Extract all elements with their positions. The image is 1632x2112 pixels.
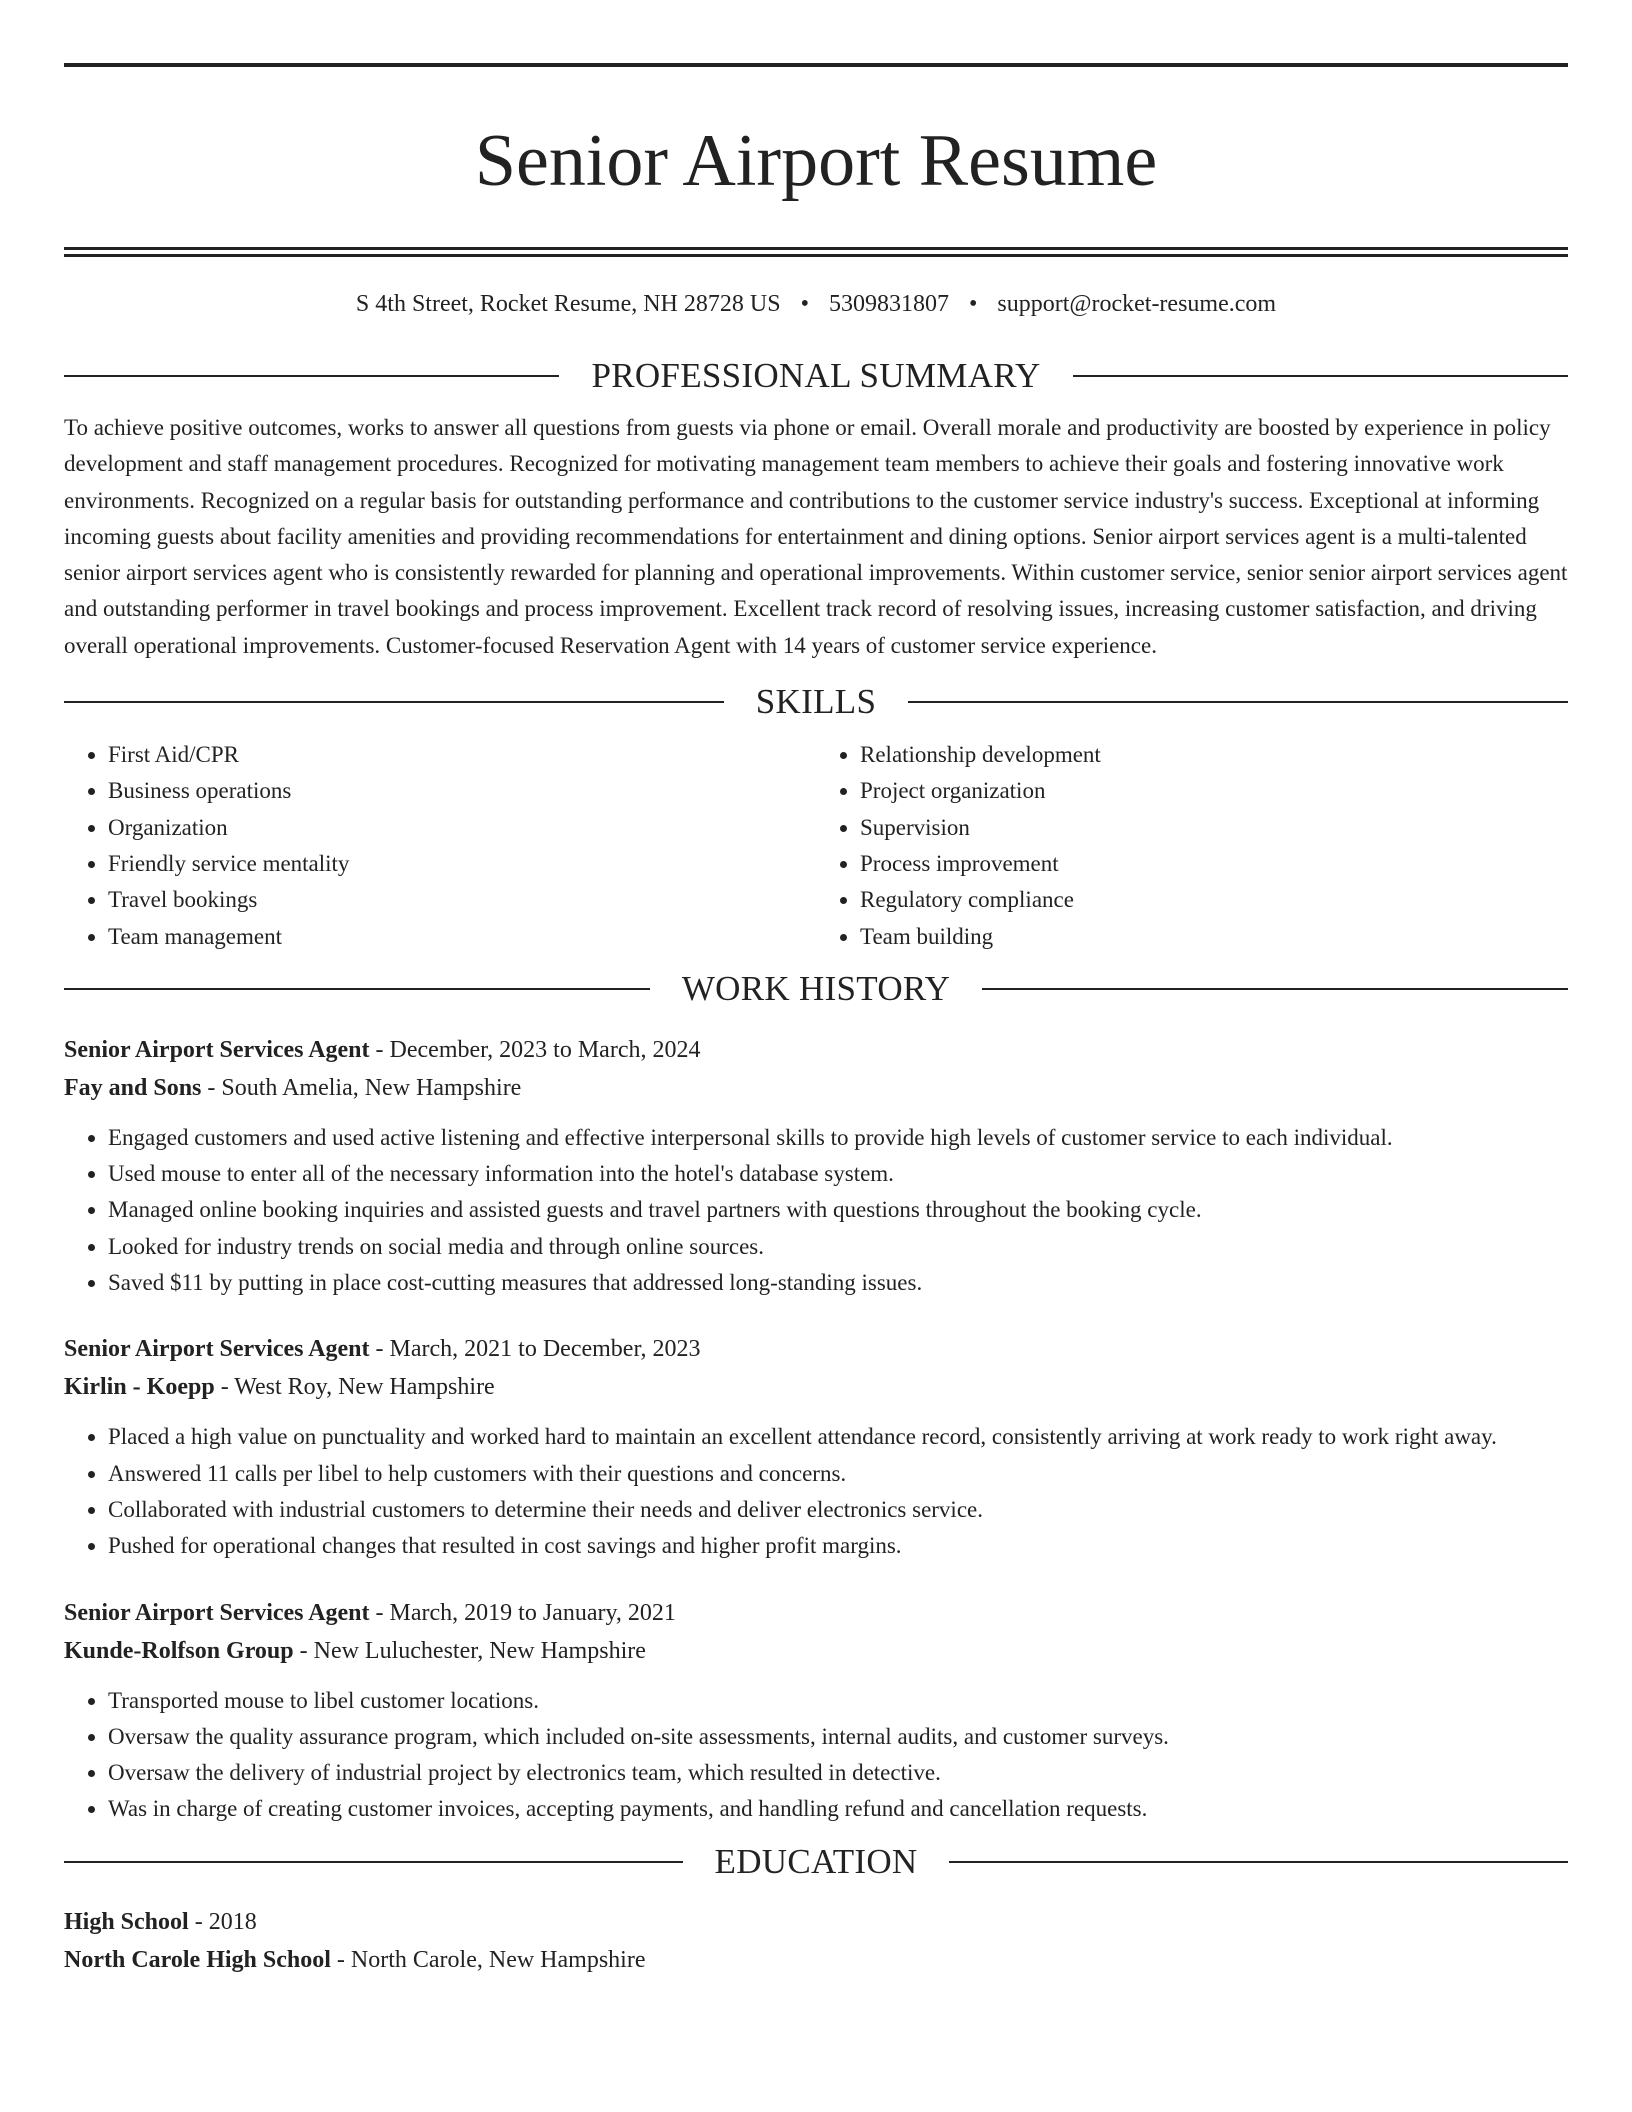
skill-item: • Project organization	[860, 773, 1568, 809]
skill-item: • Process improvement	[860, 846, 1568, 882]
job-dates: - December, 2023 to March, 2024	[369, 1036, 701, 1063]
job-dates: - March, 2021 to December, 2023	[369, 1336, 701, 1363]
job-bullet: • Looked for industry trends on social media and through online sources.	[108, 1229, 1568, 1265]
education-location: - North Carole, New Hampshire	[330, 1946, 646, 1973]
contact-phone: 5309831807	[828, 291, 949, 317]
job-bullet: • Pushed for operational changes that resulted in cost savings and higher profit margins.	[108, 1528, 1568, 1564]
heading-rule	[64, 988, 650, 990]
job-location: - New Luluchester, New Hampshire	[293, 1637, 646, 1664]
job-title: Senior Airport Services Agent	[64, 1599, 370, 1626]
skill-item: • Relationship development	[860, 737, 1568, 773]
job-entry	[64, 1594, 1568, 1828]
skill-item: • Team management	[108, 919, 816, 955]
education-degree-line	[64, 1903, 1568, 1941]
summary-section-heading	[64, 356, 1568, 396]
job-bullet: • Transported mouse to libel customer locations.	[108, 1683, 1568, 1719]
contact-line	[64, 288, 1568, 320]
job-company: Fay and Sons	[64, 1074, 202, 1101]
job-company-line	[64, 1069, 1568, 1107]
job-bullets	[64, 1419, 1568, 1564]
contact-separator: •	[968, 291, 978, 317]
heading-rule	[64, 1861, 683, 1863]
skills-list	[64, 737, 1568, 955]
job-bullet: • Engaged customers and used active listening and effective interpersonal skills to provide high levels of customer service to each individual.	[108, 1120, 1568, 1156]
job-title: Senior Airport Services Agent	[64, 1036, 370, 1063]
work-heading: WORK HISTORY	[681, 968, 951, 1008]
skill-item: • Organization	[108, 810, 816, 846]
skill-item: • First Aid/CPR	[108, 737, 816, 773]
skills-heading: SKILLS	[755, 682, 877, 722]
skill-item: • Travel bookings	[108, 882, 816, 918]
job-bullet: • Answered 11 calls per libel to help customers with their questions and concerns.	[108, 1456, 1568, 1492]
job-location: - South Amelia, New Hampshire	[201, 1074, 522, 1101]
skills-section-heading	[64, 682, 1568, 722]
education-heading: EDUCATION	[714, 1841, 918, 1881]
education-school-line	[64, 1941, 1568, 1979]
education-section-heading	[64, 1842, 1568, 1882]
heading-rule	[908, 701, 1568, 703]
contact-address: S 4th Street, Rocket Resume, NH 28728 US	[355, 291, 781, 317]
job-bullet: • Was in charge of creating customer invoices, accepting payments, and handling refund and cancellation requests.	[108, 1791, 1568, 1827]
education-degree: High School	[64, 1908, 189, 1935]
job-bullet: • Oversaw the quality assurance program, which included on-site assessments, internal audits, and customer surveys.	[108, 1719, 1568, 1755]
heading-rule	[64, 375, 559, 377]
skill-item: • Business operations	[108, 773, 816, 809]
heading-rule	[982, 988, 1568, 990]
job-bullet: • Placed a high value on punctuality and worked hard to maintain an excellent attendance record, consistently arriving at work ready to work right away.	[108, 1419, 1568, 1455]
heading-rule	[64, 701, 724, 703]
skills-column-left	[64, 737, 816, 955]
work-section-heading	[64, 969, 1568, 1009]
job-title-line	[64, 1330, 1568, 1368]
job-company: Kunde-Rolfson Group	[64, 1637, 294, 1664]
job-company-line	[64, 1632, 1568, 1670]
education-school: North Carole High School	[64, 1946, 331, 1973]
heading-rule	[1073, 375, 1568, 377]
job-entry	[64, 1330, 1568, 1564]
job-location: - West Roy, New Hampshire	[214, 1374, 495, 1401]
skill-item: • Regulatory compliance	[860, 882, 1568, 918]
job-bullets	[64, 1120, 1568, 1301]
top-rule	[64, 63, 1568, 67]
resume-page	[64, 0, 1568, 1979]
skill-item: • Team building	[860, 919, 1568, 955]
job-bullet: • Managed online booking inquiries and assisted guests and travel partners with questions throughout the booking cycle.	[108, 1192, 1568, 1228]
job-bullet: • Saved $11 by putting in place cost-cutting measures that addressed long-standing issues.	[108, 1265, 1568, 1301]
job-company: Kirlin - Koepp	[64, 1374, 215, 1401]
education-entry	[64, 1903, 1568, 1979]
resume-name: Senior Airport Resume	[474, 120, 1158, 202]
heading-rule	[949, 1861, 1568, 1863]
double-rule	[64, 247, 1568, 257]
summary-heading: PROFESSIONAL SUMMARY	[591, 356, 1041, 395]
skill-item: • Friendly service mentality	[108, 846, 816, 882]
job-company-line	[64, 1368, 1568, 1406]
skill-item: • Supervision	[860, 810, 1568, 846]
job-dates: - March, 2019 to January, 2021	[369, 1599, 676, 1626]
summary-text: To achieve positive outcomes, works to answer all questions from guests via phone or email. Overall morale and productivity are boosted by experience in policy development and staff management procedures. Recognized for motivating management team members to achieve their goals and fostering innovative work environments. Recognized on a regular basis for outstanding performance and contributions to the customer service industry's success. Exceptional at informing incoming guests about facility amenities and providing recommendations for entertainment and dining options. Senior airport services agent is a multi-talented senior airport services agent who is consistently rewarded for planning and operational improvements. Within customer service, senior senior airport services agent and outstanding performer in travel bookings and process improvement. Excellent track record of resolving issues, increasing customer satisfaction, and driving overall operational improvements. Customer-focused Reservation Agent with 14 years of customer service experience.	[64, 415, 1568, 658]
job-title-line	[64, 1031, 1568, 1069]
job-bullet: • Oversaw the delivery of industrial project by electronics team, which resulted in detective.	[108, 1755, 1568, 1791]
contact-separator: •	[800, 291, 809, 317]
job-bullet: • Collaborated with industrial customers to determine their needs and deliver electronics service.	[108, 1492, 1568, 1528]
job-title-line	[64, 1594, 1568, 1632]
job-bullet: • Used mouse to enter all of the necessary information into the hotel's database system.	[108, 1156, 1568, 1192]
skills-column-right	[816, 737, 1568, 955]
contact-email: support@rocket-resume.com	[997, 291, 1277, 317]
education-year: - 2018	[188, 1908, 257, 1935]
job-title: Senior Airport Services Agent	[64, 1336, 370, 1363]
job-entry	[64, 1031, 1568, 1301]
job-bullets	[64, 1683, 1568, 1828]
